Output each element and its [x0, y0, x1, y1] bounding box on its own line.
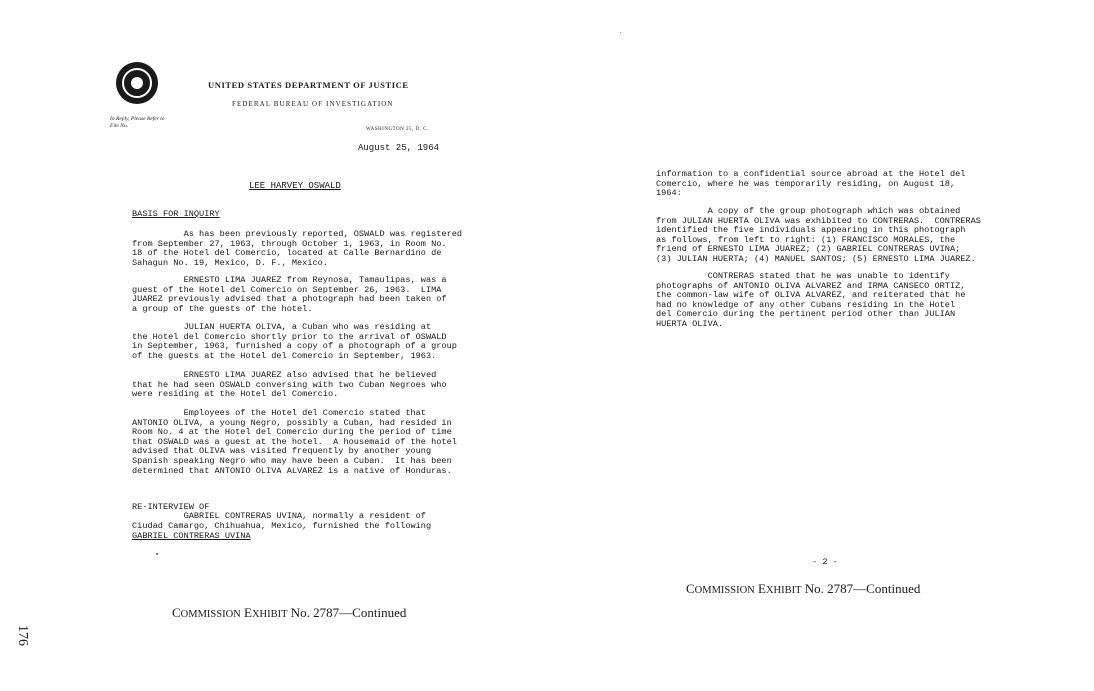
- page2-paragraph-2: A copy of the group photograph which was obtained from JULIAN HUERTA OLIVA was exhibited to CONTRERAS. CONTRERAS identified the five individuals appearing in this photograph as follows, from left to right: (1) FRANCISCO MORALES, the friend of ERNESTO LIMA JUAREZ; (2) GABRIEL CONTRERAS UVINA; (3) JULIAN HUERTA; (4) MANUEL SANTOS; (5) ERNESTO LIMA JUAREZ.: [656, 206, 981, 264]
- paragraph-2: ERNESTO LIMA JUAREZ from Reynosa, Tamaulipas, was a guest of the Hotel del Comercio on September 26, 1963. LIMA JUAREZ previously advised that a photograph had been taken of a group of the guests of the hotel.: [132, 275, 447, 314]
- reply-line-2: File No.: [110, 123, 129, 129]
- right-exhibit-caption: COMMISSION EXHIBIT No. 2787—Continued: [686, 581, 921, 596]
- section-heading-basis: BASIS FOR INQUIRY: [132, 209, 220, 219]
- location-line: WASHINGTON 25, D. C.: [366, 127, 429, 132]
- bureau-heading: FEDERAL BUREAU OF INVESTIGATION: [232, 100, 394, 108]
- paragraph-5: Employees of the Hotel del Comercio stated that ANTONIO OLIVA, a young Negro, possibly a Cuban, had resided in Room No. 4 at the Hotel del Comercio during the period of time that OSWALD was a guest at the hotel. A housemaid of the hotel advised that OLIVA was visited frequently by another young Spanish speaking Negro who may have been a Cuban. It has been determined that ANTONIO OLIVA ALVAREZ is a native of Honduras.: [132, 408, 457, 476]
- paragraph-1: As has been previously reported, OSWALD was registered from September 27, 1963, through October 1, 1963, in Room No. 18 of the Hotel del Comercio, located at Calle Bernardino de Sahagun No. 19, Mexico, D. F., Mexico.: [132, 229, 463, 268]
- left-exhibit-caption: COMMISSION EXHIBIT No. 2787—Continued: [172, 605, 407, 620]
- paragraph-4: ERNESTO LIMA JUAREZ also advised that he believed that he had seen OSWALD conversing with two Cuban Negroes who were residing at the Hotel del Comercio.: [132, 370, 447, 400]
- memo-date: August 25, 1964: [358, 143, 440, 153]
- memo-subject: LEE HARVEY OSWALD: [249, 181, 341, 191]
- page2-paragraph-1: information to a confidential source abroad at the Hotel del Comercio, where he was temporarily residing, on August 18, 1964:: [656, 169, 966, 199]
- reinterview-heading-line-2: GABRIEL CONTRERAS UVINA: [132, 530, 251, 541]
- page-speck: [156, 553, 158, 555]
- reply-reference: [110, 116, 200, 130]
- paragraph-6: GABRIEL CONTRERAS UVINA, normally a resident of Ciudad Camargo, Chihuahua, Mexico, furnished the following: [132, 511, 432, 531]
- page-marker: - 2 -: [812, 557, 838, 567]
- fbi-seal-icon: [116, 62, 158, 104]
- department-heading: UNITED STATES DEPARTMENT OF JUSTICE: [208, 80, 409, 90]
- paragraph-3: JULIAN HUERTA OLIVA, a Cuban who was residing at the Hotel del Comercio shortly prior to the arrival of OSWALD in September, 1963, furnished a copy of a photograph of a group of the guests at the Hotel del Comercio in September, 1963.: [132, 322, 457, 361]
- reply-line-1: In Reply, Please Refer to: [110, 116, 165, 122]
- volume-page-number: 176: [15, 625, 30, 646]
- page-speck: [620, 32, 621, 33]
- page2-paragraph-3: CONTRERAS stated that he was unable to identify photographs of ANTONIO OLIVA ALVAREZ and IRMA CANSECO ORTIZ, the common-law wife of OLIVA ALVAREZ, and reiterated that he had no knowledge of any other Cubans residing in the Hotel del Comercio during the pertinent period other than JULIAN HUERTA OLIVA.: [656, 271, 966, 329]
- reinterview-heading-line-1: RE-INTERVIEW OF: [132, 502, 210, 513]
